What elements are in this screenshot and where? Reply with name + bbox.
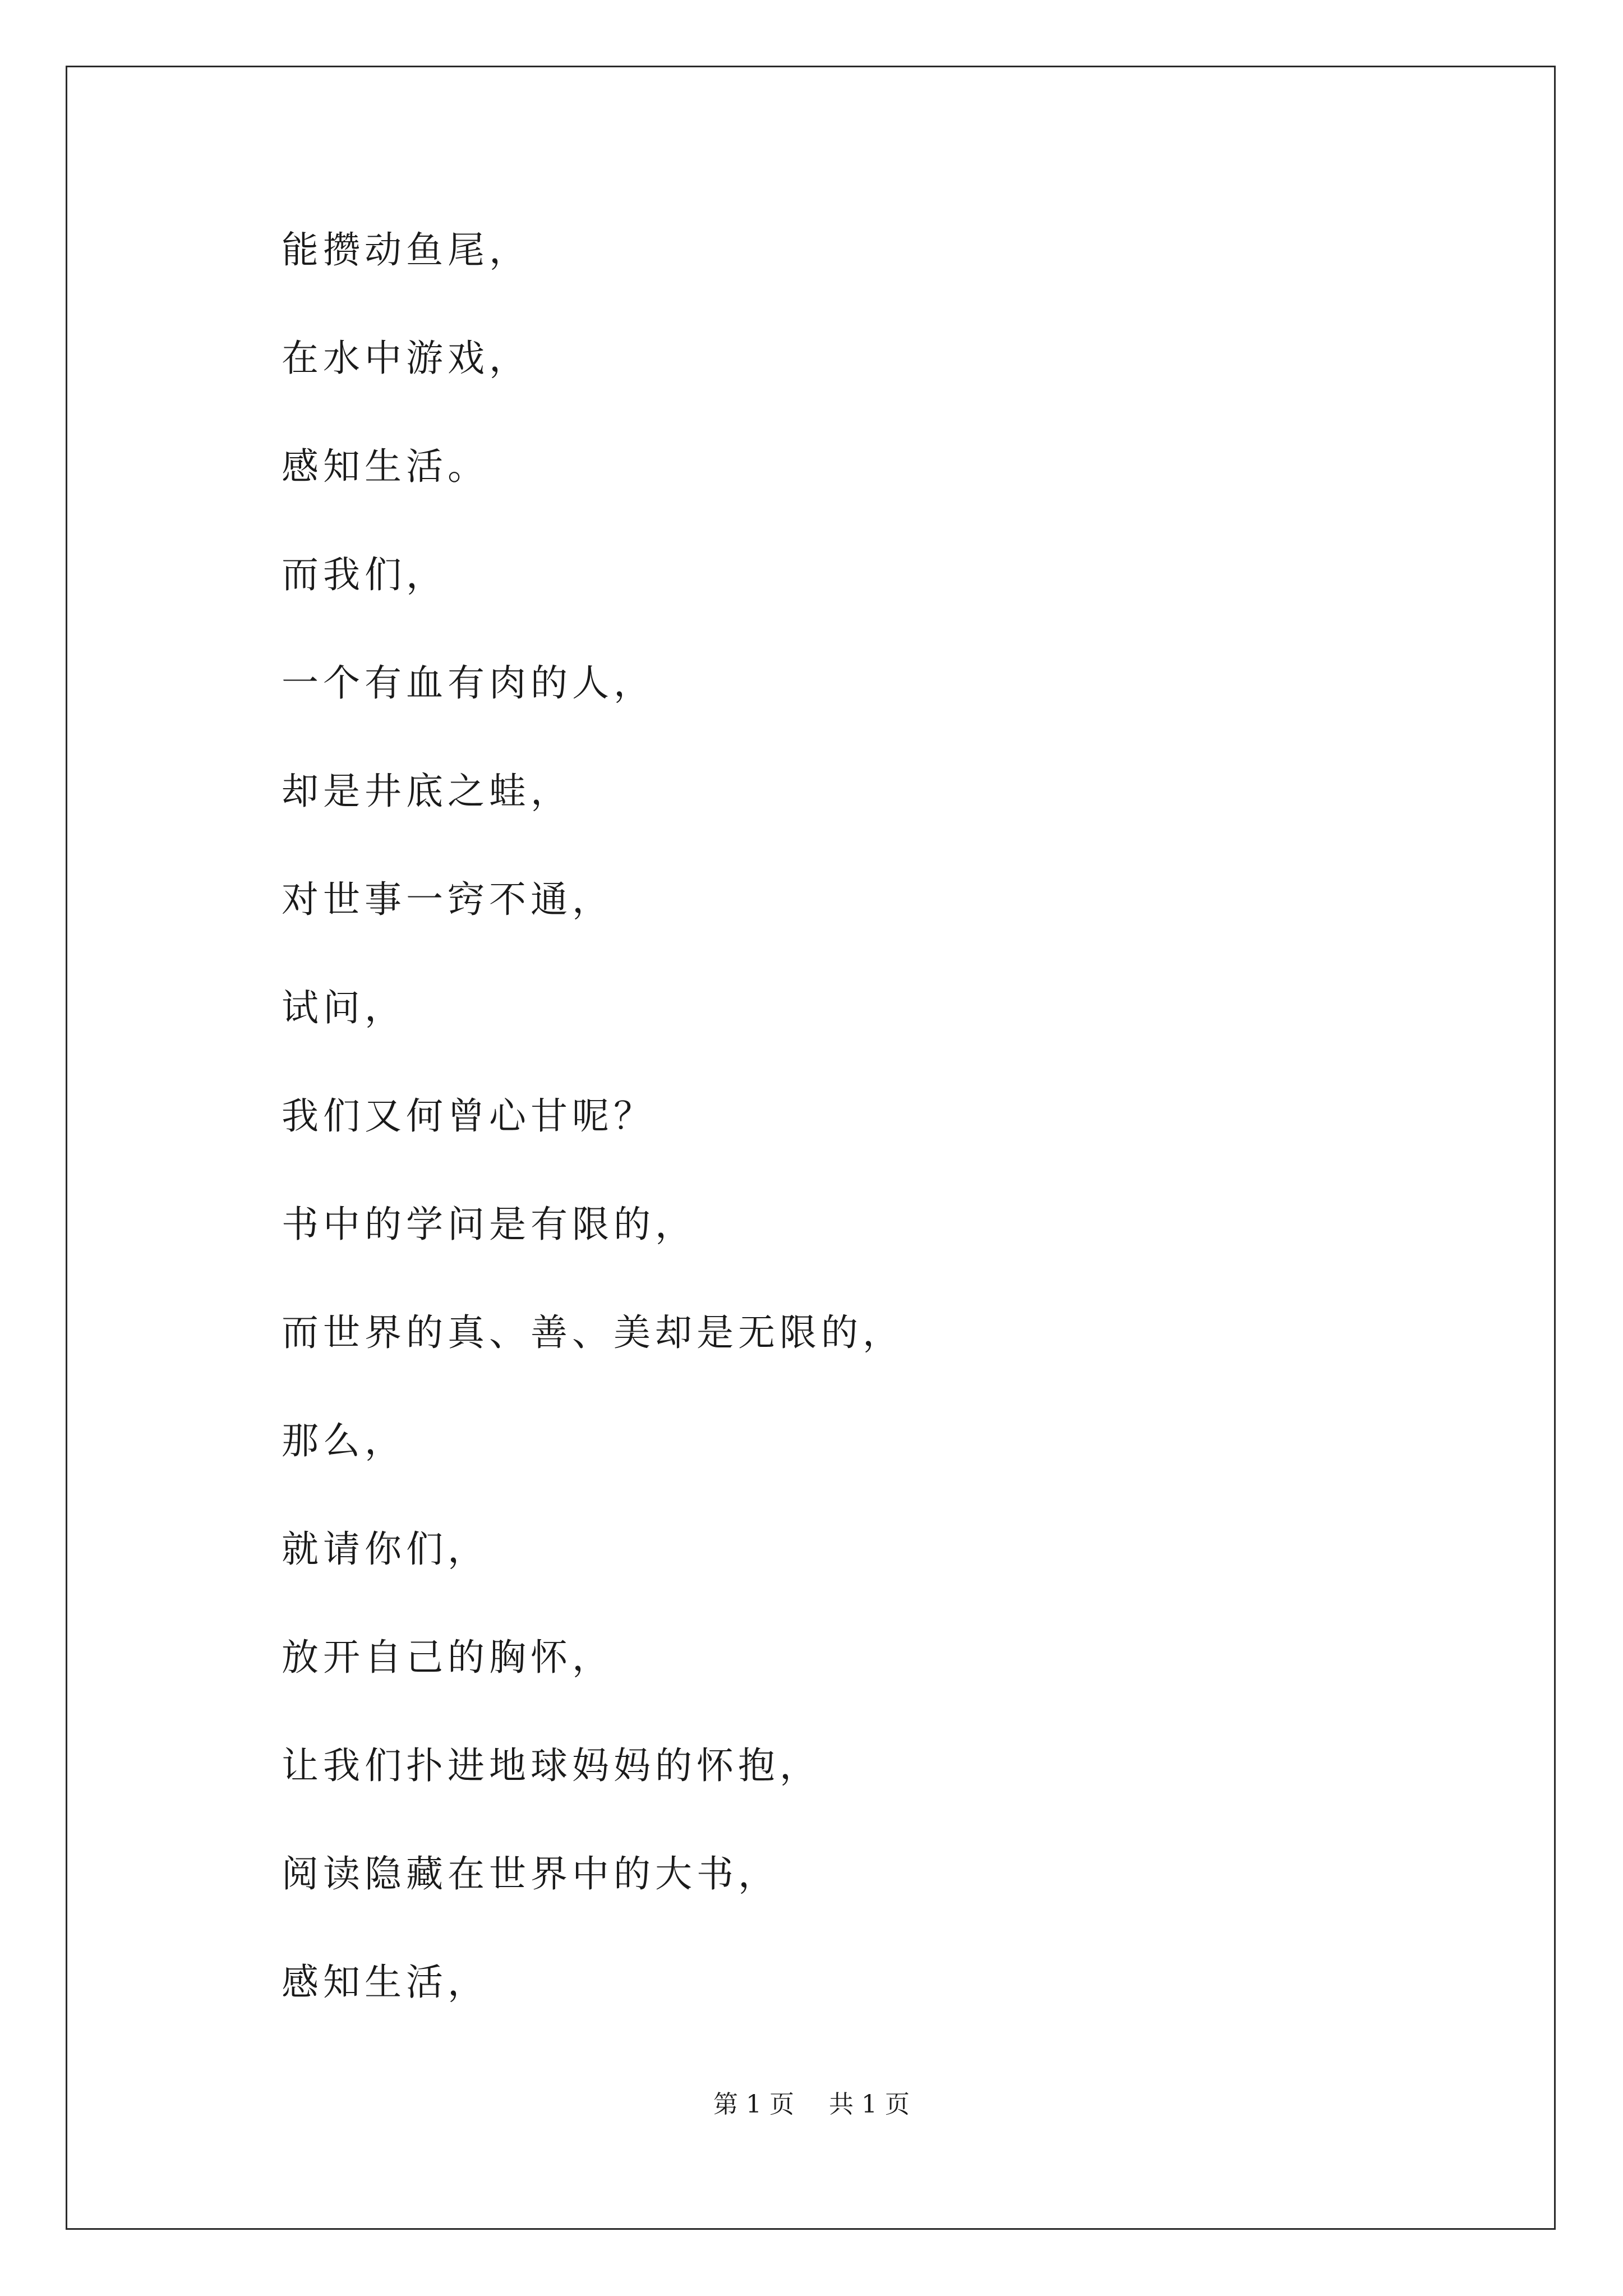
poem-line: 我们又何曾心甘呢？ <box>282 1094 655 1138</box>
poem-line: 阅读隐藏在世界中的大书， <box>282 1852 780 1895</box>
page-number-current: 第 1 页 <box>713 2090 794 2119</box>
page-number-total: 共 1 页 <box>829 2090 910 2119</box>
poem-line: 书中的学问是有限的， <box>282 1203 697 1246</box>
poem-line: 就请你们， <box>282 1527 489 1571</box>
poem-line: 试问， <box>282 986 406 1029</box>
poem-line: 而我们， <box>282 553 448 596</box>
poem-line: 能攒动鱼尾， <box>282 228 531 272</box>
page-footer <box>0 2088 1623 2122</box>
poem-line: 感知生活， <box>282 1961 489 2004</box>
poem-line: 那么， <box>282 1419 406 1462</box>
poem-line: 却是井底之蛙， <box>282 770 572 813</box>
poem-line: 而世界的真、善、美却是无限的， <box>282 1311 904 1354</box>
poem-line: 一个有血有肉的人， <box>282 661 655 705</box>
poem-line: 对世事一窍不通， <box>282 878 614 921</box>
poem-line: 放开自己的胸怀， <box>282 1636 614 1679</box>
poem-line: 在水中游戏， <box>282 337 531 380</box>
poem-line: 感知生活。 <box>282 445 489 488</box>
poem-body <box>282 223 1459 2064</box>
poem-line: 让我们扑进地球妈妈的怀抱， <box>282 1744 821 1787</box>
